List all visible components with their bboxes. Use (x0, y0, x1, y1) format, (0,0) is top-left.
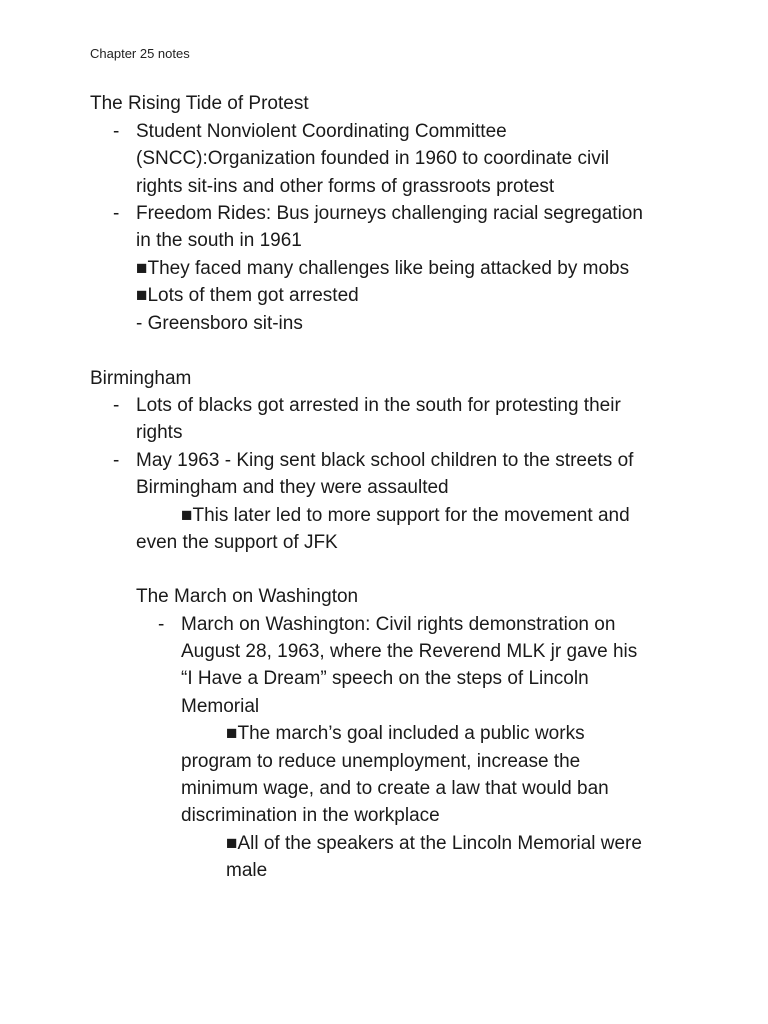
list-marker: - (113, 121, 120, 142)
list-item-line: August 28, 1963, where the Reverend MLK jr gave his (181, 641, 638, 662)
list-marker: - (113, 450, 120, 471)
list-item-line: Student Nonviolent Coordinating Committee (136, 121, 507, 142)
list-item-line: May 1963 - King sent black school children to the streets of (136, 450, 634, 471)
sub-point: ■The march’s goal included a public works (226, 723, 585, 744)
list-item-line: Freedom Rides: Bus journeys challenging racial segregation (136, 203, 643, 224)
list-item-line: in the south in 1961 (136, 230, 302, 251)
document-header: Chapter 25 notes (90, 46, 190, 61)
list-item-line: Birmingham and they were assaulted (136, 477, 449, 498)
list-item-line: March on Washington: Civil rights demonstration on (181, 614, 616, 635)
sub-point: ■All of the speakers at the Lincoln Memorial were (226, 833, 642, 854)
sub-point: ■This later led to more support for the movement and (181, 505, 630, 526)
sub-point: minimum wage, and to create a law that would ban (181, 778, 609, 799)
sub-point: ■They faced many challenges like being attacked by mobs (136, 258, 630, 279)
sub-point: ■Lots of them got arrested (136, 285, 359, 306)
sub-point: program to reduce unemployment, increase the (181, 751, 581, 772)
sub-point: discrimination in the workplace (181, 805, 440, 826)
list-marker: - (113, 395, 120, 416)
sub-point: - Greensboro sit-ins (136, 313, 303, 334)
sub-point: male (226, 860, 268, 881)
list-item-line: “I Have a Dream” speech on the steps of Lincoln (181, 668, 589, 689)
section-heading: The Rising Tide of Protest (90, 93, 309, 114)
list-item-line: rights (136, 422, 183, 443)
list-item-line: rights sit-ins and other forms of grassroots protest (136, 176, 555, 197)
section-heading: The March on Washington (136, 586, 359, 607)
sub-point: even the support of JFK (136, 532, 338, 553)
list-item-line: Lots of blacks got arrested in the south for protesting their (136, 395, 621, 416)
list-marker: - (158, 614, 165, 635)
section-heading: Birmingham (90, 368, 192, 389)
list-item-line: Memorial (181, 696, 260, 717)
list-marker: - (113, 203, 120, 224)
list-item-line: (SNCC):Organization founded in 1960 to coordinate civil (136, 148, 610, 169)
